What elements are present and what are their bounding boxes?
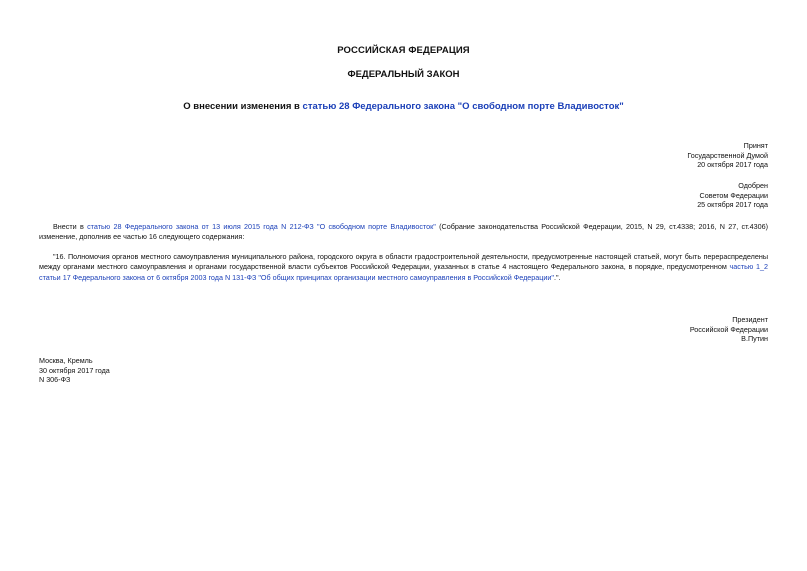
p2-law-link[interactable]: частью 1_2 статьи 17 Федерального закона от 6 октября 2003 года N 131-ФЗ "Об общих принципах организации местного самоуправления в Российской Федерации"	[39, 262, 768, 282]
law-title-link[interactable]: статью 28 Федерального закона "О свободном порте Владивосток"	[302, 101, 624, 112]
adopted-date: 20 октября 2017 года	[697, 160, 768, 170]
country-heading: РОССИЙСКАЯ ФЕДЕРАЦИЯ	[337, 45, 470, 56]
signer-name: В.Путин	[741, 334, 768, 344]
approved-block	[697, 181, 768, 210]
adopted-label: Принят	[743, 141, 768, 150]
p1-prefix: Внести в	[53, 222, 88, 231]
signer-title: Президент	[732, 315, 768, 324]
law-title	[0, 101, 807, 112]
approved-date: 25 октября 2017 года	[697, 200, 768, 210]
body-paragraph-1	[39, 222, 768, 243]
p2-suffix: .".	[554, 272, 561, 282]
footer-number: N 306-ФЗ	[39, 375, 71, 385]
signer-block	[690, 315, 768, 344]
signer-country: Российской Федерации	[689, 324, 768, 334]
p1-article-link[interactable]: статью 28 Федерального закона от 13 июля 2015 года N 212-ФЗ "О свободном порте Владивосток"	[87, 222, 436, 231]
footer-block	[39, 356, 110, 385]
approved-by: Советом Федерации	[699, 190, 768, 200]
adopted-by: Государственной Думой	[687, 150, 768, 160]
approved-label: Одобрен	[738, 181, 768, 190]
doc-type-heading: ФЕДЕРАЛЬНЫЙ ЗАКОН	[347, 69, 460, 80]
p1-suffix: (Собрание законодательства Российской Федерации, 2015, N 29, ст.4338; 2016, N 27, ст.4306) изменение, дополнив ее частью 16 следующего содержания:	[39, 222, 768, 242]
p2-prefix: "16. Полномочия органов местного самоуправления муниципального района, городского округа в области градостроительной деятельности, предусмотренные настоящей статьей, могут быть перераспределены между органами местного самоуправления и органами государственной власти субъектов Российской Федерации, указанных в статье 4 настоящего Федерального закона, в порядке, предусмотренном	[39, 252, 768, 272]
adopted-block	[687, 141, 768, 170]
body-paragraph-2	[39, 252, 768, 283]
footer-date: 30 октября 2017 года	[39, 365, 110, 375]
law-title-prefix: О внесении изменения в	[183, 101, 303, 112]
footer-place: Москва, Кремль	[39, 356, 93, 365]
